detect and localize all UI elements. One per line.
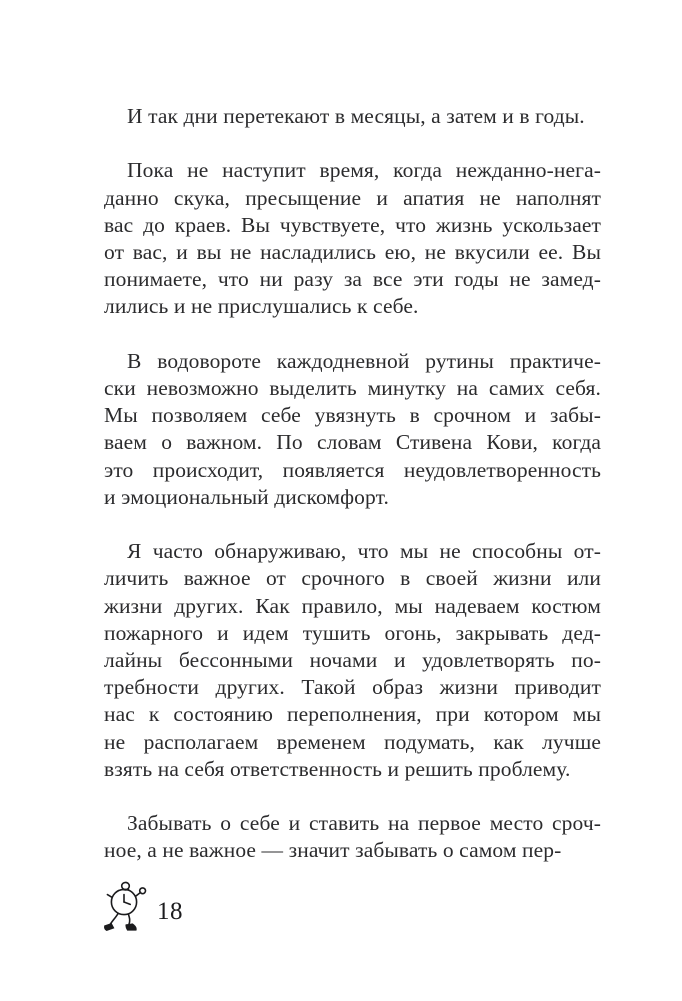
text-line: данно скука, пресыщение и апатия не наполнят: [104, 185, 601, 210]
text-line: В водовороте каждодневной рутины практиче-: [127, 348, 601, 373]
text-line: не располагаем временем подумать, как лучше: [104, 729, 601, 754]
text-line: лились и не прислушались к себе.: [104, 294, 419, 319]
page-footer: [101, 880, 183, 937]
running-clock-icon: [101, 880, 151, 937]
text-line: от вас, и вы не насладились ею, не вкусили ее. Вы: [104, 240, 601, 264]
text-line: лайны бессонными ночами и удовлетворять по-: [104, 648, 601, 673]
text-line: Забывать о себе и ставить на первое место сроч-: [127, 811, 601, 836]
text-line: Я часто обнаруживаю, что мы не способны от-: [127, 539, 601, 564]
text-block: [104, 103, 601, 865]
text-line: это происходит, появляется неудовлетворенность: [104, 457, 601, 482]
text-line: Мы позволяем себе увязнуть в срочном и забы-: [104, 403, 601, 428]
text-line: И так дни перетекают в месяцы, а затем и в годы.: [127, 104, 585, 128]
text-line: взять на себя ответственность и решить проблему.: [104, 756, 571, 781]
text-line: ное, а не важное — значит забывать о самом пер-: [104, 838, 562, 863]
paragraph: [104, 538, 601, 783]
paragraph: [104, 348, 601, 511]
text-line: личить важное от срочного в своей жизни или: [104, 566, 601, 591]
paragraph: [104, 810, 601, 864]
text-line: понимаете, что ни разу за все эти годы не замед-: [104, 267, 601, 292]
text-line: жизни других. Как правило, мы надеваем костюм: [104, 593, 601, 618]
page-number: 18: [157, 898, 183, 925]
paragraph: [104, 103, 601, 130]
text-line: вас до краев. Вы чувствуете, что жизнь ускользает: [104, 212, 601, 237]
text-line: и эмоциональный дискомфорт.: [104, 484, 389, 509]
text-line: нас к состоянию переполнения, при котором мы: [104, 702, 601, 727]
paragraph: [104, 157, 601, 320]
text-line: ски невозможно выделить минутку на самих себя.: [104, 376, 601, 400]
text-line: требности других. Такой образ жизни приводит: [104, 675, 601, 700]
text-line: Пока не наступит время, когда нежданно-нега-: [127, 158, 601, 183]
text-line: ваем о важном. По словам Стивена Кови, когда: [104, 430, 601, 455]
text-line: пожарного и идем тушить огонь, закрывать дед-: [104, 620, 601, 645]
